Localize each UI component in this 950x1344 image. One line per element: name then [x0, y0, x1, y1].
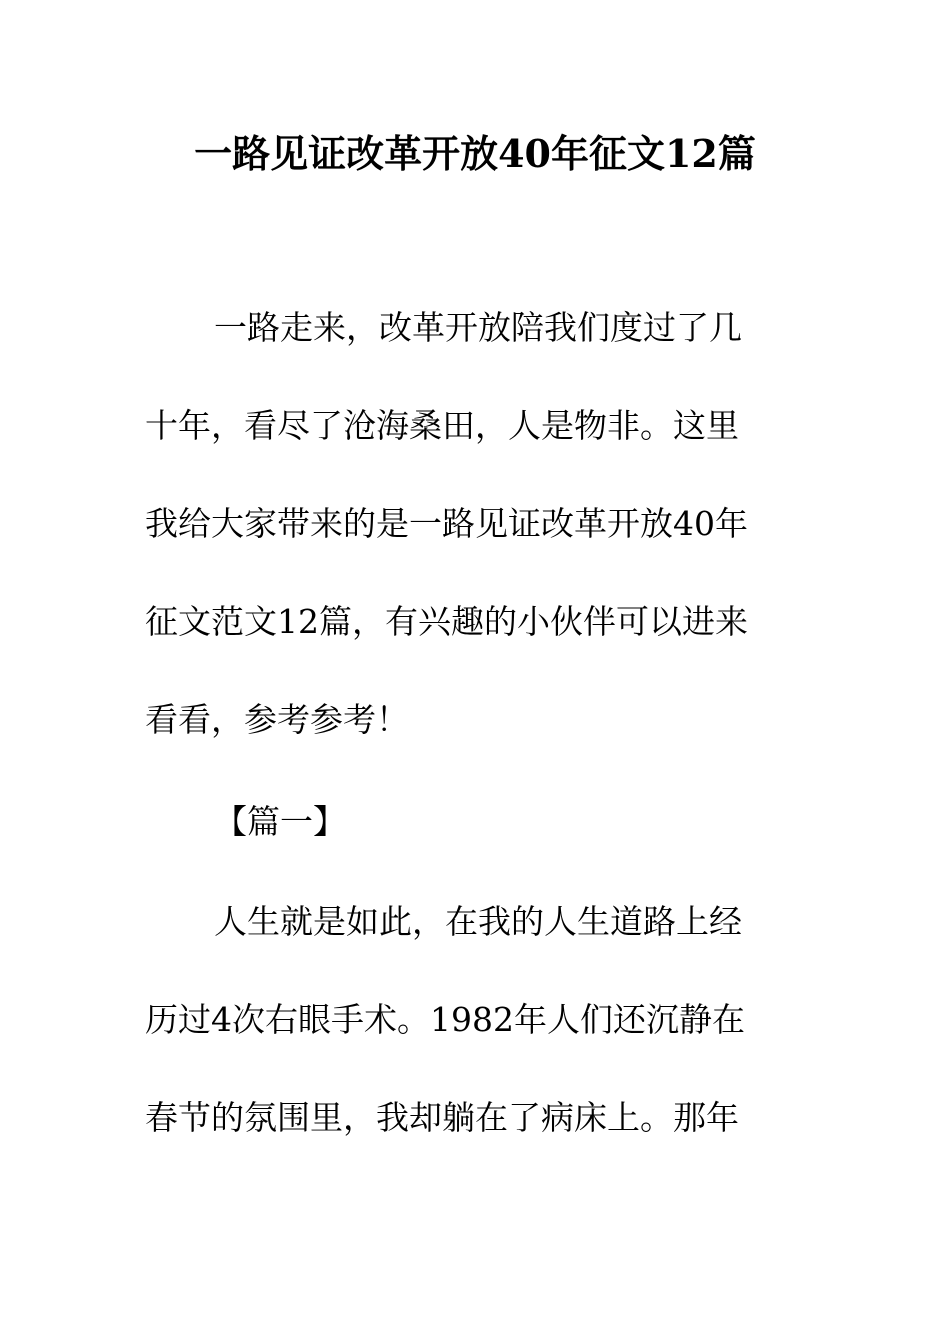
- intro-line-5: 看看，参考参考！: [145, 700, 409, 739]
- section-heading: 【篇一】: [214, 802, 346, 841]
- intro-line-3: 我给大家带来的是一路见证改革开放40年: [145, 504, 748, 543]
- intro-line-2: 十年，看尽了沧海桑田，人是物非。这里: [145, 406, 739, 445]
- section-line-3: 春节的氛围里，我却躺在了病床上。那年: [145, 1098, 739, 1137]
- section-line-2: 历过4次右眼手术。1982年人们还沉静在: [145, 1000, 745, 1039]
- intro-line-4: 征文范文12篇，有兴趣的小伙伴可以进来: [145, 602, 748, 641]
- document-title: 一路见证改革开放40年征文12篇: [194, 131, 756, 176]
- section-line-1: 人生就是如此，在我的人生道路上经: [214, 902, 742, 941]
- intro-line-1: 一路走来，改革开放陪我们度过了几: [214, 308, 742, 347]
